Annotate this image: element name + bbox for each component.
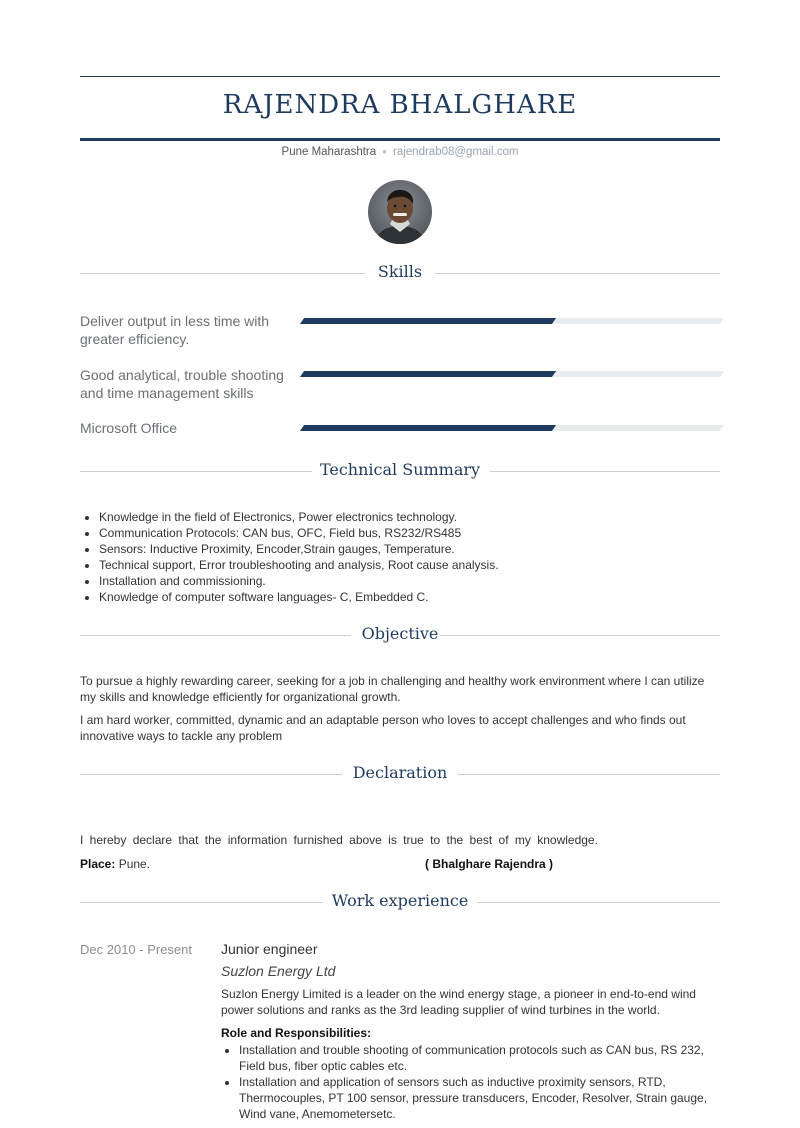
skill-level-bar — [300, 318, 724, 324]
work-experience-heading — [80, 891, 720, 913]
email-link[interactable]: rajendrab08@gmail.com — [393, 146, 519, 158]
place-label: Place: — [80, 857, 116, 871]
profile-photo — [368, 180, 432, 244]
job-title: Junior engineer — [221, 941, 318, 957]
section-title: Technical Summary — [319, 460, 481, 479]
section-title: Skills — [377, 262, 423, 281]
declaration-text: I hereby declare that the information furnished above is true to the best of my knowledge. — [80, 833, 598, 847]
avatar — [368, 180, 432, 244]
objective-heading — [80, 624, 720, 646]
objective-paragraph: To pursue a highly rewarding career, seeking for a job in challenging and healthy work environment where I can utilize my skills and knowledge efficiently for organizational growth. — [80, 674, 705, 704]
job-description: Suzlon Energy Limited is a leader on the wind energy stage, a pioneer in end-to-end wind power solutions and ranks as the 3rd leading supplier of wind turbines in the world. — [221, 987, 696, 1017]
list-item: • Installation and application of sensors such as inductive proximity sensors, RTD, Thermocouples, PT 100 sensor, pressure transducers, Encoder, Resolver, Strain gauge, Wind vane, Anemometersetc. — [239, 1074, 721, 1122]
list-item: • Installation and commissioning. — [99, 573, 719, 589]
list-item: • Technical support, Error troubleshooting and analysis, Root cause analysis. — [99, 557, 719, 573]
location: Pune Maharashtra — [281, 146, 377, 158]
responsibilities-list — [239, 1042, 721, 1122]
top-rule — [80, 76, 720, 77]
skill-label: Deliver output in less time with greater efficiency. — [80, 313, 270, 347]
job-date: Dec 2010 - Present — [80, 942, 193, 957]
technical-summary-list — [98, 509, 719, 605]
job-company: Suzlon Energy Ltd — [221, 963, 336, 979]
place-value: Pune. — [115, 857, 151, 871]
declaration-heading — [80, 763, 720, 785]
separator-dot-icon: ● — [382, 147, 387, 157]
list-item: • Sensors: Inductive Proximity, Encoder,Strain gauges, Temperature. — [99, 541, 719, 557]
signature: ( Bhalghare Rajendra ) — [425, 857, 554, 871]
skill-label: Microsoft Office — [80, 420, 177, 436]
objective-paragraph: I am hard worker, committed, dynamic and an adaptable person who loves to accept challenges and who finds out innovative ways to tackle any problem — [80, 713, 686, 743]
contact-line — [80, 146, 720, 158]
list-item: • Communication Protocols: CAN bus, OFC, Field bus, RS232/RS485 — [99, 525, 719, 541]
place-line — [80, 857, 150, 871]
skill-level-bar — [300, 425, 724, 431]
list-item: • Installation and trouble shooting of communication protocols such as CAN bus, RS 232, Field bus, fiber optic cables etc. — [239, 1042, 721, 1074]
skill-level-fill — [300, 371, 556, 377]
technical-summary-heading — [80, 460, 720, 482]
section-title: Declaration — [352, 763, 448, 782]
skills-heading — [80, 262, 720, 284]
list-item: • Knowledge of computer software languages- C, Embedded C. — [99, 589, 719, 605]
name-rule — [80, 138, 720, 141]
candidate-name: RAJENDRA BHALGHARE — [222, 90, 578, 120]
section-title: Objective — [361, 624, 439, 643]
skill-level-fill — [300, 425, 556, 431]
skill-level-bar — [300, 371, 724, 377]
skill-level-fill — [300, 318, 556, 324]
list-item: • Knowledge in the field of Electronics, Power electronics technology. — [99, 509, 719, 525]
roles-heading: Role and Responsibilities: — [221, 1026, 372, 1040]
section-title: Work experience — [331, 891, 469, 910]
skill-label: Good analytical, trouble shooting and time management skills — [80, 367, 284, 401]
